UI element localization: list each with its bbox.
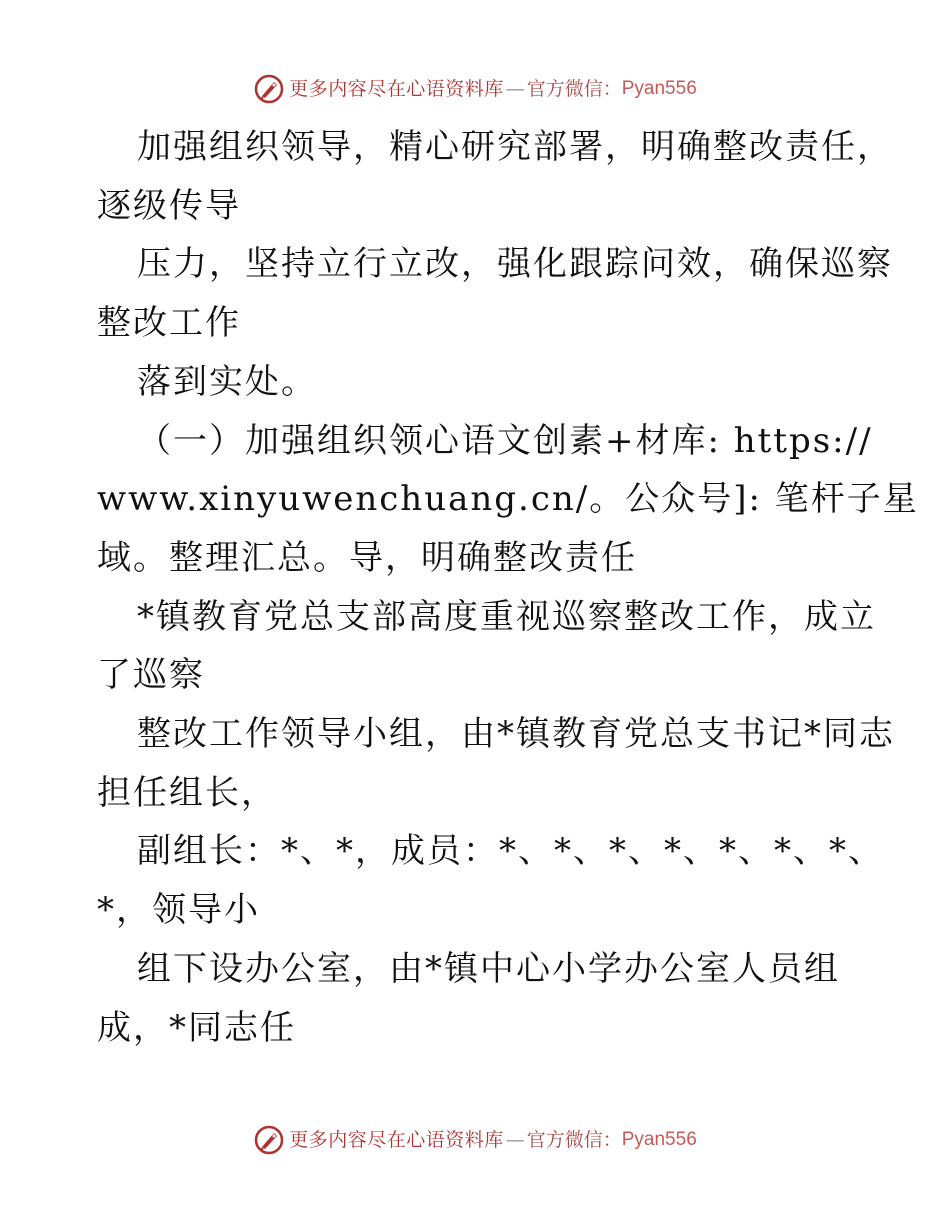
body-line: 整改工作 bbox=[97, 303, 241, 344]
footer-watermark bbox=[0, 1124, 950, 1156]
body-line: 逐级传导 bbox=[97, 185, 241, 226]
body-line: 担任组长， bbox=[97, 772, 277, 813]
watermark-wechat-id: Pyan556 bbox=[621, 78, 697, 99]
body-line: www.xinyuwenchuang.cn/。公众号]: 笔杆子星 bbox=[97, 479, 919, 520]
body-line: 域。整理汇总。导，明确整改责任 bbox=[97, 537, 637, 578]
document-body bbox=[97, 118, 919, 1057]
body-line: 了巡察 bbox=[97, 655, 205, 696]
body-line: （一）加强组织领心语文创素+材库: https:// bbox=[137, 420, 873, 461]
body-line: 落到实处。 bbox=[137, 361, 317, 402]
watermark-site-text: 更多内容尽在心语资料库 bbox=[289, 1129, 504, 1151]
body-line: 压力，坚持立行立改，强化跟踪问效，确保巡察 bbox=[137, 244, 893, 285]
body-line: 副组长：*、*，成员：*、*、*、*、*、*、*、 bbox=[137, 831, 884, 872]
pen-nib-logo-icon bbox=[253, 1124, 285, 1156]
watermark-wechat-label: 官方微信： bbox=[526, 78, 622, 100]
body-line: 整改工作领导小组，由*镇教育党总支书记*同志 bbox=[137, 714, 895, 755]
watermark-separator: — bbox=[505, 78, 525, 100]
watermark-wechat-label: 官方微信： bbox=[526, 1129, 622, 1151]
pen-nib-logo-icon bbox=[253, 73, 285, 105]
body-line: 组下设办公室，由*镇中心小学办公室人员组 bbox=[137, 948, 840, 989]
body-line: *，领导小 bbox=[97, 890, 260, 931]
body-line: 加强组织领导，精心研究部署，明确整改责任， bbox=[137, 127, 893, 167]
watermark-separator: — bbox=[505, 1129, 525, 1151]
body-line: 成，*同志任 bbox=[97, 1007, 296, 1048]
watermark-wechat-id: Pyan556 bbox=[621, 1129, 697, 1150]
header-watermark bbox=[0, 73, 950, 105]
body-line: *镇教育党总支部高度重视巡察整改工作，成立 bbox=[137, 596, 876, 637]
watermark-site-text: 更多内容尽在心语资料库 bbox=[289, 78, 504, 100]
